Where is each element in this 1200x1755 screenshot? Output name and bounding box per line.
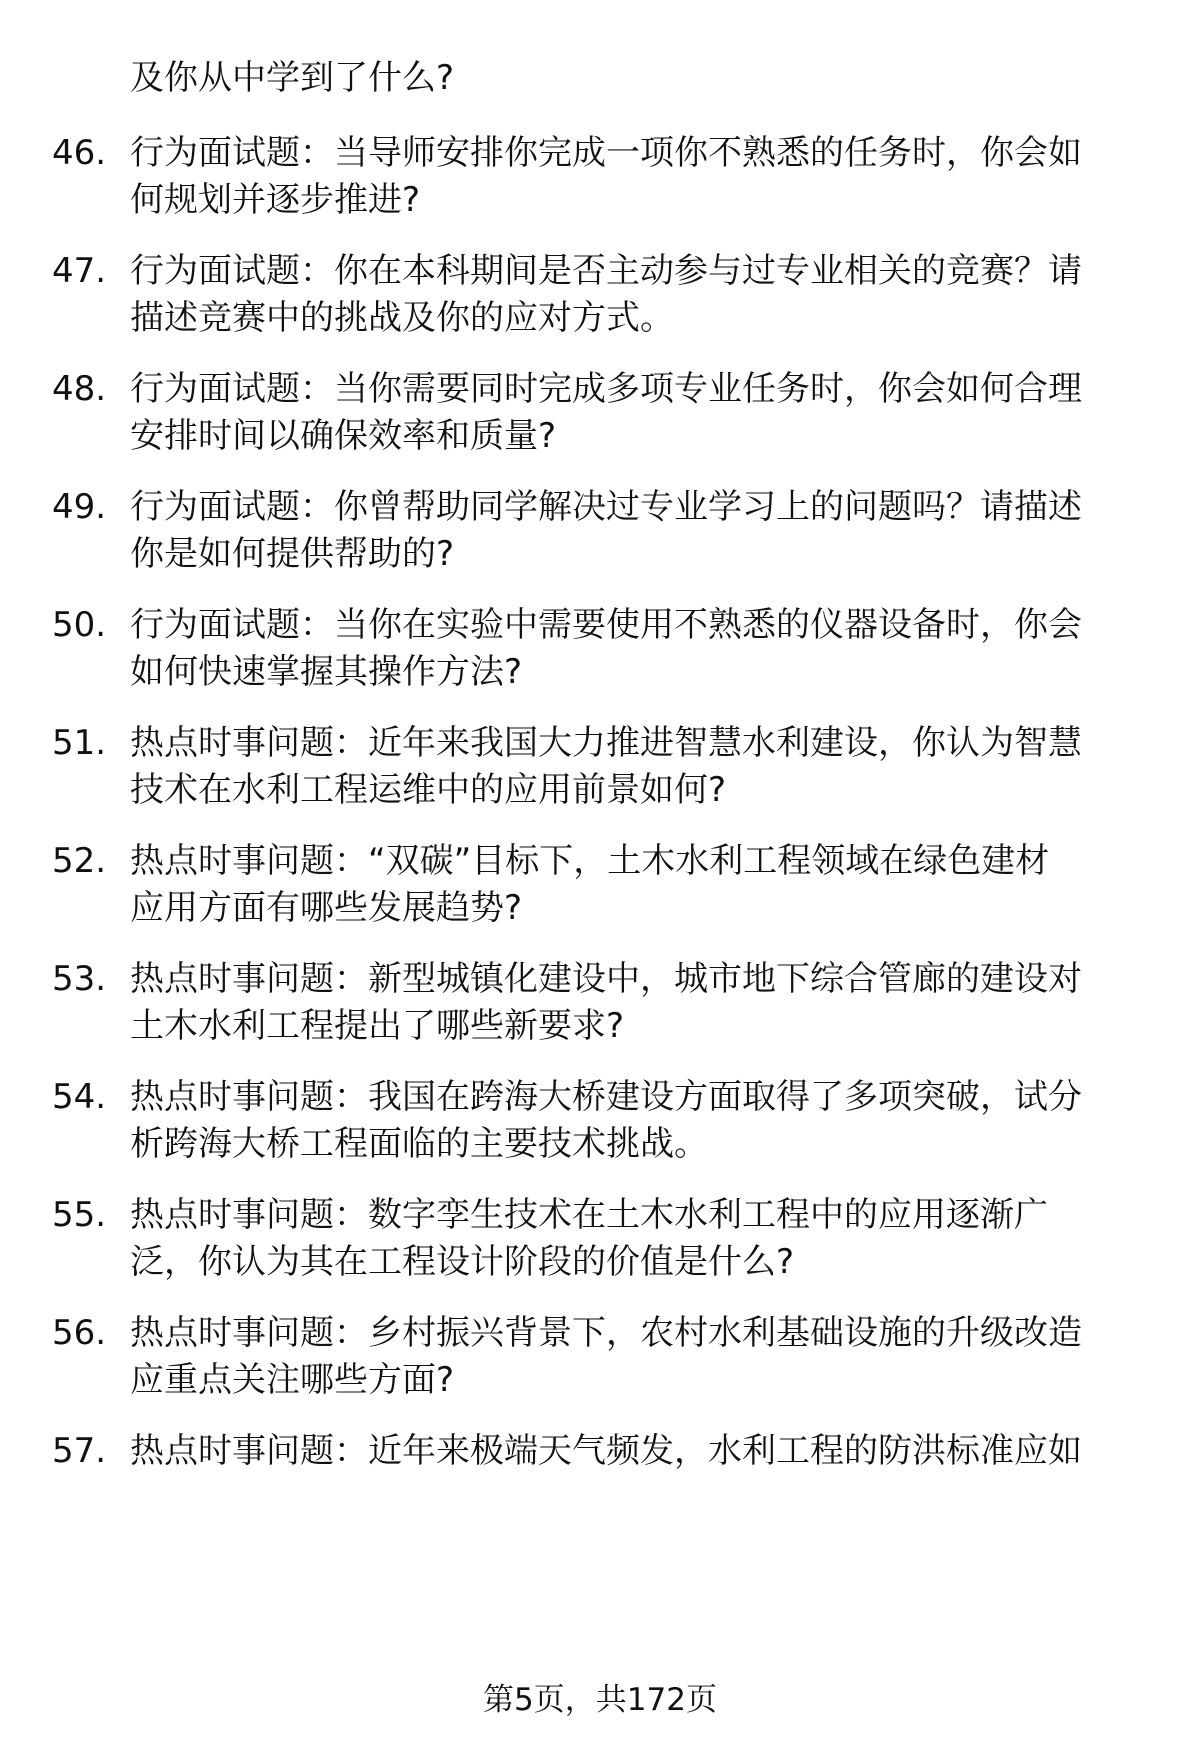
question-text-line: 如何快速掌握其操作方法?: [130, 652, 523, 692]
question-text-line: 技术在水利工程运维中的应用前景如何?: [130, 770, 727, 810]
question-item: [0, 130, 1145, 230]
question-number: 52.: [52, 841, 107, 881]
question-text-line: 描述竞赛中的挑战及你的应对方式。: [130, 298, 674, 338]
question-number: 48.: [52, 369, 107, 409]
question-text-line: 你是如何提供帮助的?: [130, 534, 455, 574]
question-number: 56.: [52, 1313, 107, 1353]
question-number: 53.: [52, 959, 107, 999]
question-number: 46.: [52, 133, 107, 173]
question-item: [0, 720, 1145, 820]
question-text-line: 热点时事问题：数字孪生技术在土木水利工程中的应用逐渐广: [130, 1195, 1048, 1235]
question-number: 57.: [52, 1431, 107, 1471]
question-text-line: 安排时间以确保效率和质量?: [130, 416, 557, 456]
question-text-line: 何规划并逐步推进?: [130, 180, 421, 220]
question-number: 54.: [52, 1077, 107, 1117]
question-item: [0, 248, 1145, 348]
question-number: 51.: [52, 723, 107, 763]
question-text-line: 热点时事问题：新型城镇化建设中，城市地下综合管廊的建设对: [130, 959, 1082, 999]
question-number: 50.: [52, 605, 107, 645]
page-footer: 第5页，共172页: [483, 1682, 717, 1718]
question-text-line: 热点时事问题：近年来我国大力推进智慧水利建设，你认为智慧: [130, 723, 1082, 763]
question-text-line: 土木水利工程提出了哪些新要求?: [130, 1006, 625, 1046]
question-text-line: 行为面试题：当你在实验中需要使用不熟悉的仪器设备时，你会: [130, 605, 1082, 645]
question-text-line: 热点时事问题：我国在跨海大桥建设方面取得了多项突破，试分: [130, 1077, 1082, 1117]
question-item: [0, 838, 1145, 938]
question-text-line: 热点时事问题：近年来极端天气频发，水利工程的防洪标准应如: [130, 1431, 1082, 1471]
question-item: [0, 1192, 1145, 1292]
question-text-line: 泛，你认为其在工程设计阶段的价值是什么?: [130, 1242, 795, 1282]
question-item: [0, 366, 1145, 466]
question-number: 47.: [52, 251, 107, 291]
question-text-line: 行为面试题：你曾帮助同学解决过专业学习上的问题吗？请描述: [130, 487, 1082, 527]
question-item: [0, 602, 1145, 702]
question-text-line: 行为面试题：当导师安排你完成一项你不熟悉的任务时，你会如: [130, 133, 1082, 173]
question-text-line: 行为面试题：当你需要同时完成多项专业任务时，你会如何合理: [130, 369, 1082, 409]
question-item: [0, 1428, 1145, 1528]
question-item: [0, 1074, 1145, 1174]
question-item: [0, 484, 1145, 584]
question-text-line: 热点时事问题：“双碳”目标下，土木水利工程领域在绿色建材: [130, 841, 1050, 881]
continuation-text: 及你从中学到了什么?: [130, 58, 455, 98]
question-text-line: 析跨海大桥工程面临的主要技术挑战。: [130, 1124, 708, 1164]
question-item: [0, 1310, 1145, 1410]
question-item: [0, 956, 1145, 1056]
question-text-line: 行为面试题：你在本科期间是否主动参与过专业相关的竞赛？请: [130, 251, 1082, 291]
question-text-line: 应用方面有哪些发展趋势?: [130, 888, 523, 928]
question-text-line: 应重点关注哪些方面?: [130, 1360, 455, 1400]
question-text-line: 热点时事问题：乡村振兴背景下，农村水利基础设施的升级改造: [130, 1313, 1082, 1353]
question-number: 49.: [52, 487, 107, 527]
question-number: 55.: [52, 1195, 107, 1235]
